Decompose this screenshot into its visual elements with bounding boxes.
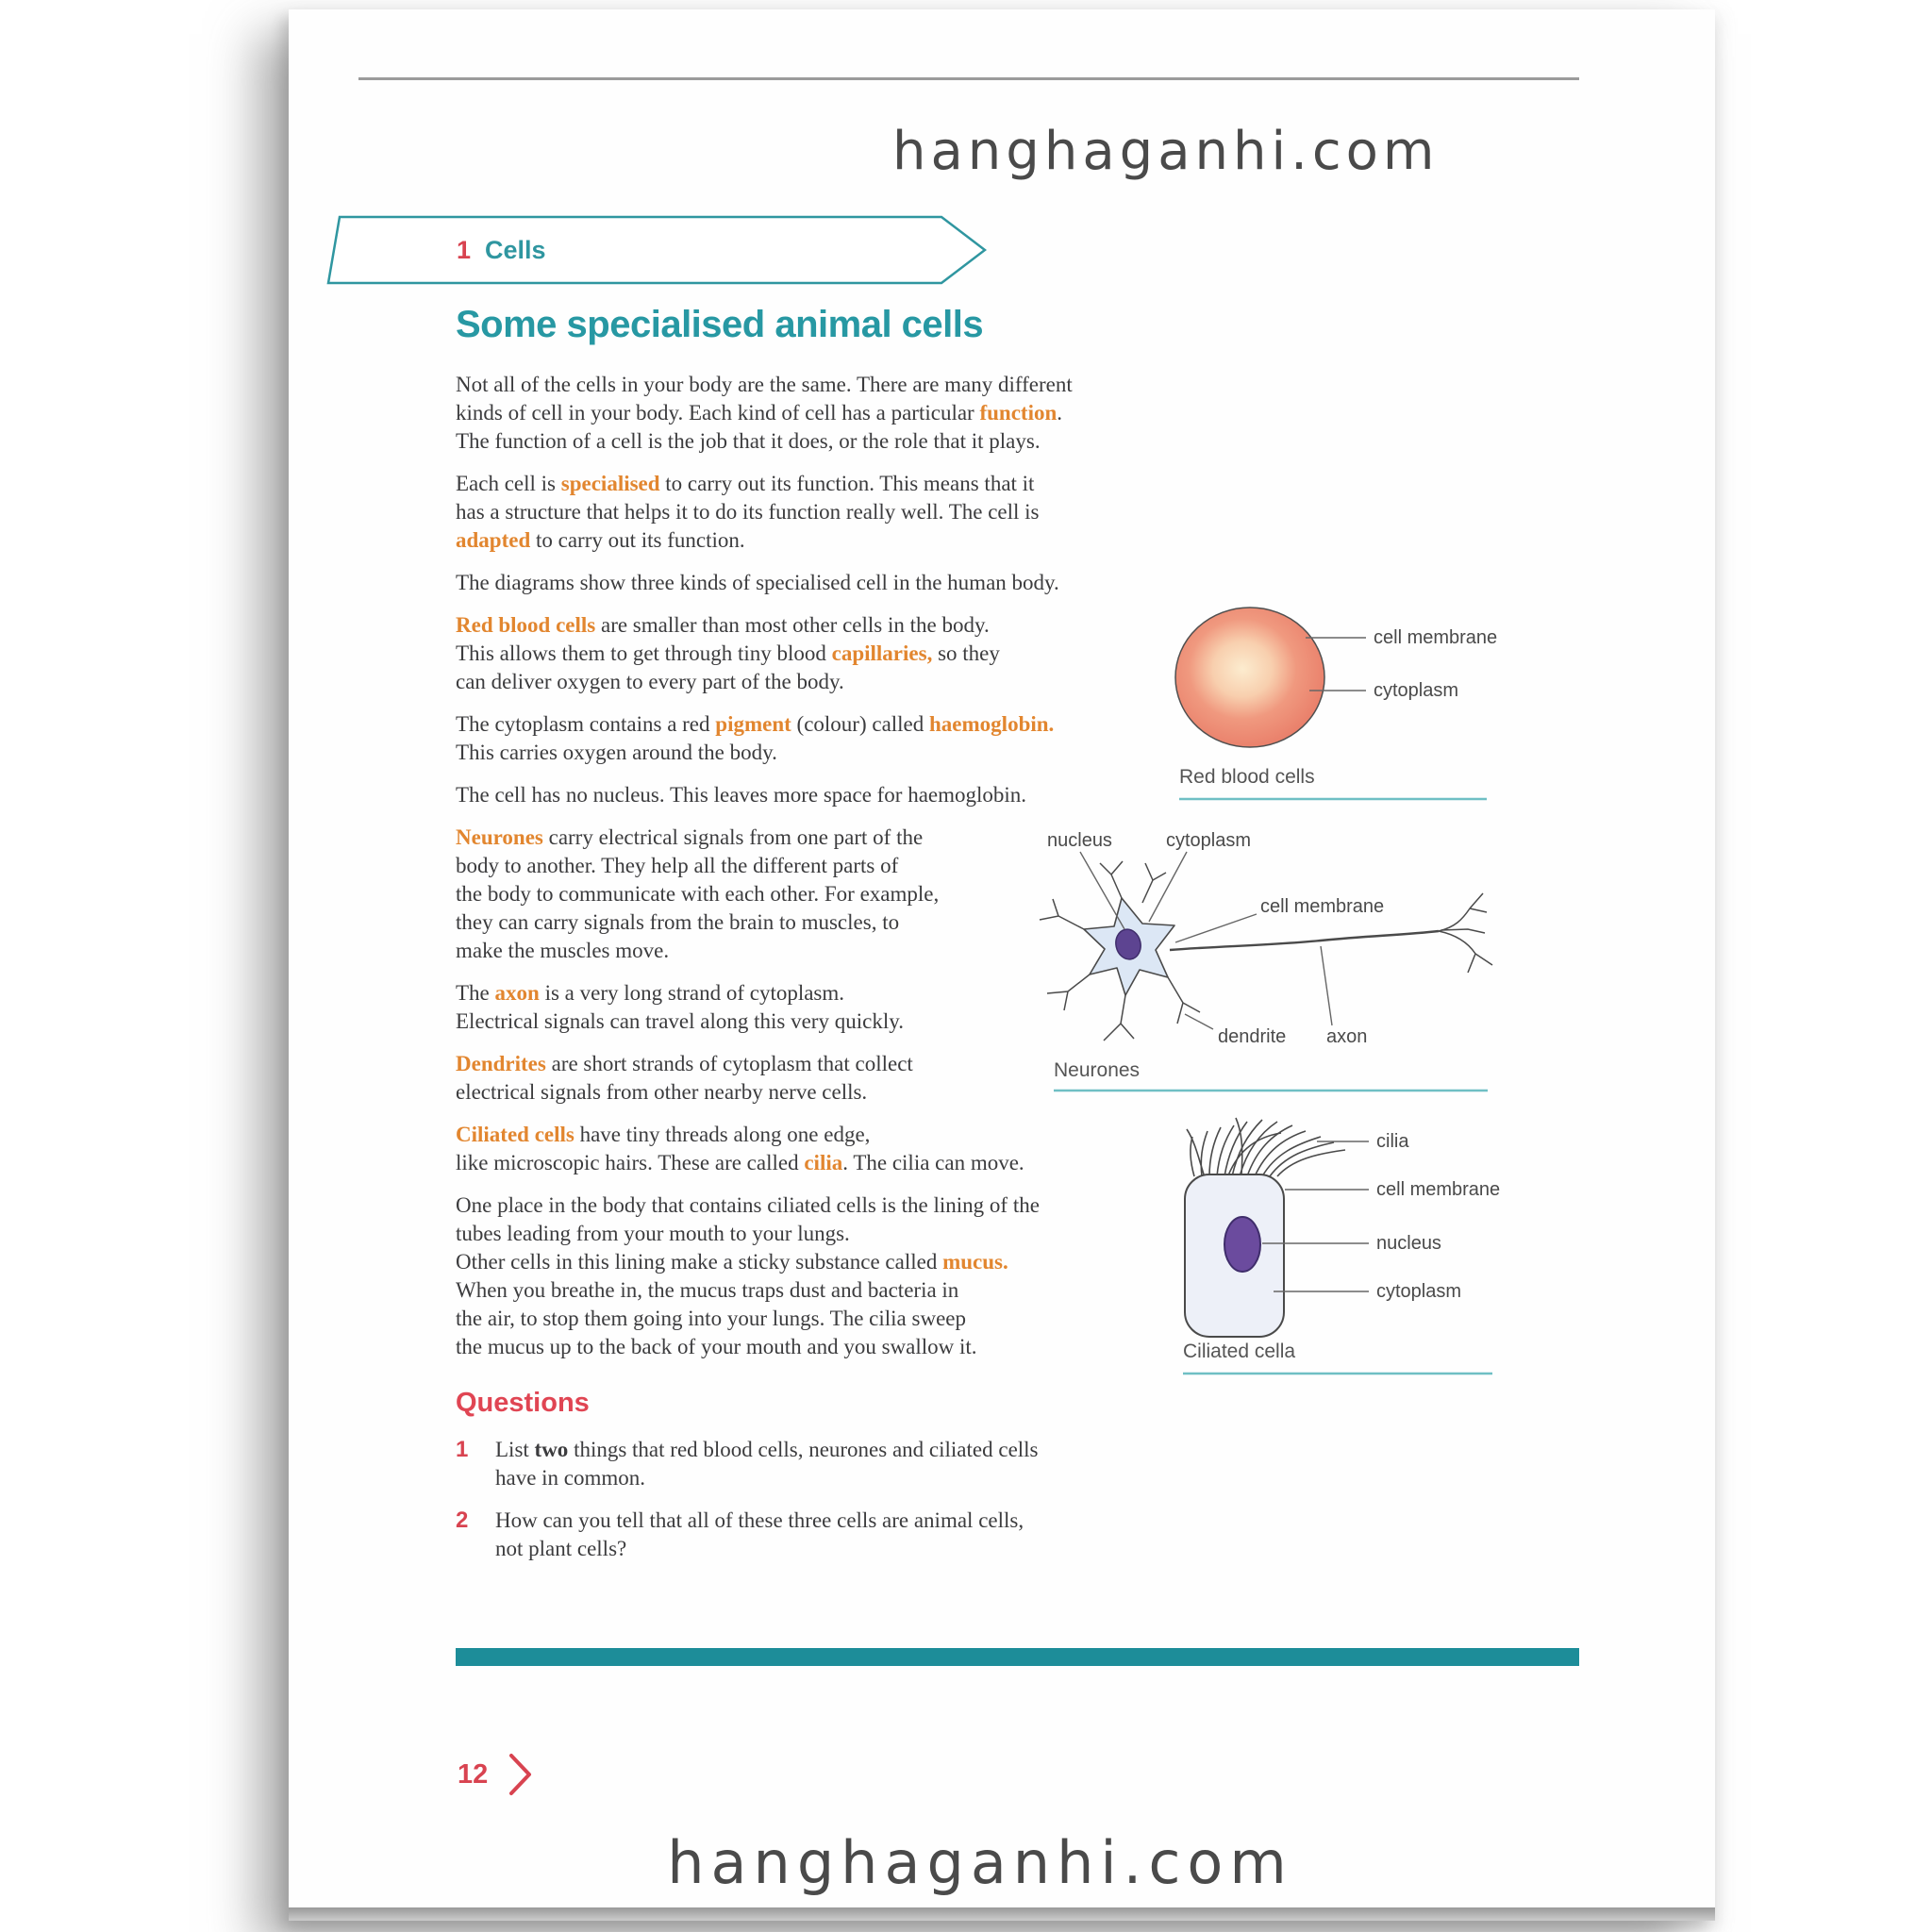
book-page xyxy=(289,9,1715,1921)
paragraph: One place in the body that contains ciliated cells is the lining of the tubes leading from your mouth to your lungs. Other cells in this lining make a sticky substance called mucus. When you breathe in, the mucus traps dust and bacteria in the air, to stop them going into your lungs. The cilia sweep the mucus up to the back of your mouth and you swallow it. xyxy=(456,1193,1040,1358)
neurone-diagram xyxy=(991,825,1519,1108)
question-item xyxy=(456,1507,1305,1563)
questions-heading: Questions xyxy=(456,1388,590,1418)
paragraph: The diagrams show three kinds of specialised cell in the human body. xyxy=(456,571,1059,594)
question-text: List two things that red blood cells, neurones and ciliated cells have in common. xyxy=(495,1438,1039,1490)
label-cytoplasm: cytoplasm xyxy=(1374,680,1459,701)
label-nucleus: nucleus xyxy=(1047,830,1112,851)
paragraph: Red blood cells are smaller than most other cells in the body. This allows them to get through tiny blood capillaries, so they can deliver oxygen to every part of the body. xyxy=(456,613,1000,693)
paragraph: Dendrites are short strands of cytoplasm that collect electrical signals from other nearby nerve cells. xyxy=(456,1052,913,1104)
cilia-hairs xyxy=(1187,1118,1345,1176)
question-text: How can you tell that all of these three cells are animal cells, not plant cells? xyxy=(495,1508,1024,1560)
label-dendrite: dendrite xyxy=(1218,1026,1287,1047)
diagram-caption: Neurones xyxy=(1054,1059,1141,1081)
label-cytoplasm: cytoplasm xyxy=(1166,830,1252,851)
label-cell-membrane: cell membrane xyxy=(1376,1179,1501,1200)
chapter-number: 1 xyxy=(457,235,472,264)
question-item xyxy=(456,1436,1305,1492)
label-axon: axon xyxy=(1326,1026,1368,1047)
chapter-banner xyxy=(326,215,987,285)
label-nucleus: nucleus xyxy=(1376,1233,1441,1254)
chapter-name: Cells xyxy=(485,235,546,264)
paragraph: Each cell is specialised to carry out its function. This means that it has a structure that helps it to do its function really well. The cell is adapted to carry out its function. xyxy=(456,472,1040,552)
page-footer xyxy=(458,1753,533,1796)
paragraph: Ciliated cells have tiny threads along one edge, like microscopic hairs. These are called cilia. The cilia can move. xyxy=(456,1123,1024,1174)
question-number: 2 xyxy=(456,1507,469,1533)
chapter-heading xyxy=(457,215,546,285)
diagram-caption: Ciliated cella xyxy=(1183,1341,1296,1362)
watermark-bottom: hanghaganhi.com xyxy=(667,1828,1293,1897)
paragraph: Not all of the cells in your body are the same. There are many different kinds of cell in your body. Each kind of cell has a particular function. The function of a cell is the job that it does, or the role that it plays. xyxy=(456,373,1073,453)
page-number: 12 xyxy=(458,1758,489,1790)
top-rule xyxy=(358,77,1579,80)
watermark-top: hanghaganhi.com xyxy=(892,121,1440,182)
ciliated-cell-diagram xyxy=(1175,1108,1572,1391)
label-cell-membrane: cell membrane xyxy=(1260,896,1385,917)
label-cell-membrane: cell membrane xyxy=(1374,627,1498,648)
label-cilia: cilia xyxy=(1376,1131,1409,1152)
page-title: Some specialised animal cells xyxy=(456,304,984,345)
axon-terminal-branches xyxy=(1439,893,1492,973)
paragraph: The axon is a very long strand of cytoplasm. Electrical signals can travel along this very quickly. xyxy=(456,981,904,1033)
paragraph: The cell has no nucleus. This leaves more space for haemoglobin. xyxy=(456,783,1027,807)
red-blood-cell-shape xyxy=(1175,608,1324,747)
ciliated-cell-nucleus xyxy=(1224,1217,1260,1272)
axon-strand xyxy=(1170,931,1439,950)
chevron-right-icon xyxy=(508,1753,533,1796)
paragraph: The cytoplasm contains a red pigment (colour) called haemoglobin. This carries oxygen around the body. xyxy=(456,712,1055,764)
paragraph: Neurones carry electrical signals from one part of the body to another. They help all the different parts of the body to communicate with each other. For example, they can carry signals from the brain to muscles, to make the muscles move. xyxy=(456,825,940,962)
page-bottom-edge xyxy=(289,1907,1715,1921)
question-number: 1 xyxy=(456,1437,469,1462)
footer-bar xyxy=(456,1648,1579,1666)
chapter-banner-arrow xyxy=(326,215,987,285)
label-cytoplasm: cytoplasm xyxy=(1376,1281,1462,1302)
diagram-caption: Red blood cells xyxy=(1179,766,1315,788)
